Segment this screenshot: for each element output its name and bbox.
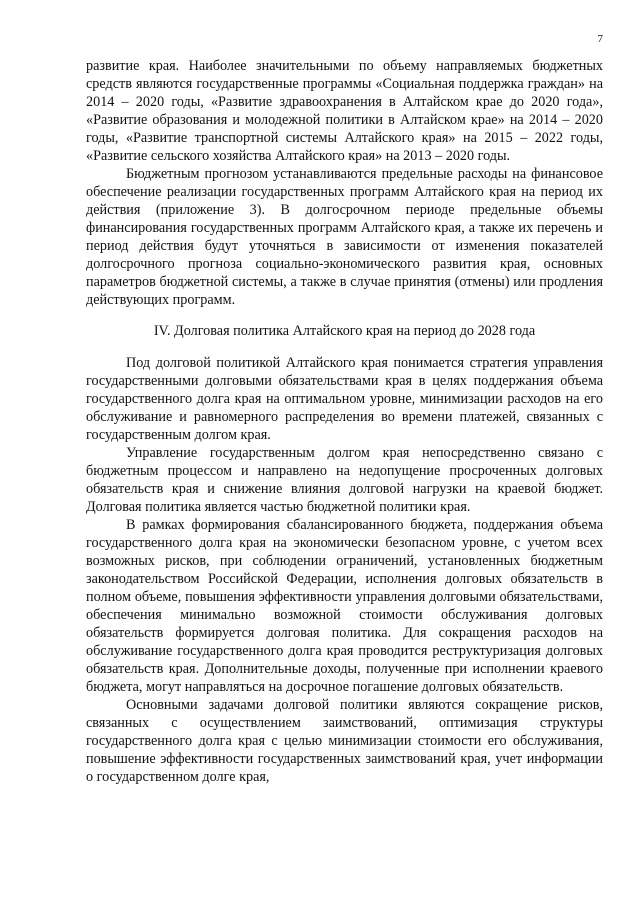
paragraph-debt-management: Управление государственным долгом края непосредственно связано с бюджетным процессом и направлено на недопущение просроченных долговых обязательств края и снижение влияния долговой нагрузки на краевой бюджет. Долговая политика является частью бюджетной политики края. bbox=[86, 445, 603, 515]
section-heading: IV. Долговая политика Алтайского края на период до 2028 года bbox=[153, 323, 536, 339]
paragraph-budget-forecast: Бюджетным прогнозом устанавливаются предельные расходы на финансовое обеспечение реализации государственных программ Алтайского края на период их действия (приложение 3). В долгосрочном периоде предельные объемы финансирования государственных программ Алтайского края, а также их перечень и период действия будут уточняться в зависимости от изменения показателей долгосрочного прогноза социально-экономического развития края, основных параметров бюджетной системы, а также в случае принятия (отмены) или продления действующих программ. bbox=[86, 166, 603, 308]
paragraph-main-tasks: Основными задачами долговой политики являются сокращение рисков, связанных с осуществлением заимствований, оптимизация структуры государственного долга края с целью минимизации стоимости его обслуживания, повышение эффективности государственных заимствований края, учет информации о государственном долге края, bbox=[86, 697, 603, 785]
page-number: 7 bbox=[597, 33, 603, 45]
paragraph-debt-policy-definition: Под долговой политикой Алтайского края понимается стратегия управления государственными долговыми обязательствами края в целях поддержания объема государственного долга края на оптимальном уровне, минимизации расходов на его обслуживание и равномерного распределения во времени платежей, связанных с государственным долгом края. bbox=[86, 355, 603, 443]
document-body bbox=[86, 57, 603, 786]
paragraph-balanced-budget: В рамках формирования сбалансированного бюджета, поддержания объема государственного долга края на экономически безопасном уровне, с учетом всех возможных рисков, при соблюдении ограничений, установленных бюджетным законодательством Российской Федерации, исполнения долговых обязательств в полном объеме, повышения эффективности управления долговыми обязательствами, обеспечения минимально возможной стоимости обслуживания долговых обязательств формируется долговая политика. Для сокращения расходов на обслуживание государственного долга края проводится реструктуризация долговых обязательств края. Дополнительные доходы, полученные при исполнении краевого бюджета, могут направляться на досрочное погашение долговых обязательств. bbox=[86, 517, 603, 695]
paragraph-continuation: развитие края. Наиболее значительными по объему направляемых бюджетных средств являются государственные программы «Социальная поддержка граждан» на 2014 – 2020 годы, «Развитие здравоохранения в Алтайском крае до 2020 года», «Развитие образования и молодежной политики в Алтайском крае» на 2014 – 2020 годы, «Развитие транспортной системы Алтайского края» на 2015 – 2022 годы, «Развитие сельского хозяйства Алтайского края» на 2013 – 2020 годы. bbox=[86, 58, 603, 164]
